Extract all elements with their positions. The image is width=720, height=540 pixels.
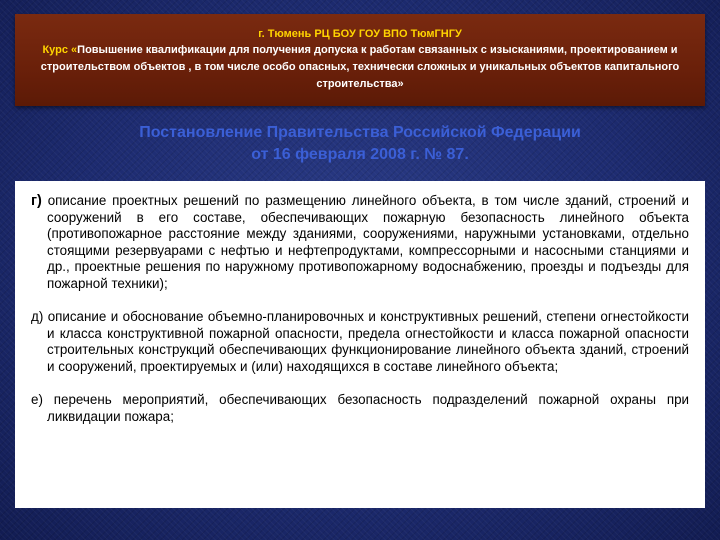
list-item-text: описание проектных решений по размещению линейного объекта, в том числе зданий, строений и сооружений в его составе, обеспечивающих пожарную безопасность линейного объекта (противопожарное расстояние между зданиями, сооружениями, наружными установками, отдельно стоящими резервуарами с нефтью и нефтепродуктами, компрессорными и насосными станциями и др., проектные решения по наружному противопожарному водоснабжению, проезды и подъезды для пожарной техники); [47, 193, 689, 291]
organization-line: г. Тюмень РЦ БОУ ГОУ ВПО ТюмГНГУ [258, 28, 462, 40]
title-line-1: Постановление Правительства Российской Федерации [139, 124, 581, 141]
title-line-2: от 16 февраля 2008 г. № 87. [251, 146, 469, 163]
header-banner [15, 14, 705, 106]
list-marker: г) [31, 193, 42, 209]
list-item-text: перечень мероприятий, обеспечивающих безопасность подразделений пожарной охраны при ликвидации пожара; [47, 392, 689, 424]
list-marker: е) [31, 392, 43, 407]
list-item-text: описание и обоснование объемно-планировочных и конструктивных решений, степени огнестойкости и класса конструктивной пожарной опасности, предела огнестойкости и класса пожарной опасности строительных конструкций обеспечивающих функционирование линейного объекта зданий, строений и сооружений, проектируемых и (или) находящихся в составе линейного объекта; [47, 309, 689, 374]
course-title [15, 42, 705, 93]
course-prefix: Курс « [42, 44, 78, 56]
list-item-e [31, 392, 689, 425]
list-item-g [31, 193, 689, 292]
course-text: Повышение квалификации для получения допуска к работам связанных с изысканиями, проектированием и строительством объектов , в том числе особо опасных, технически сложных и уникальных объектов капитального строительства» [40, 44, 680, 90]
page-title [0, 122, 720, 166]
content-panel [15, 181, 705, 508]
list-marker: д) [31, 309, 44, 324]
list-item-d [31, 309, 689, 375]
